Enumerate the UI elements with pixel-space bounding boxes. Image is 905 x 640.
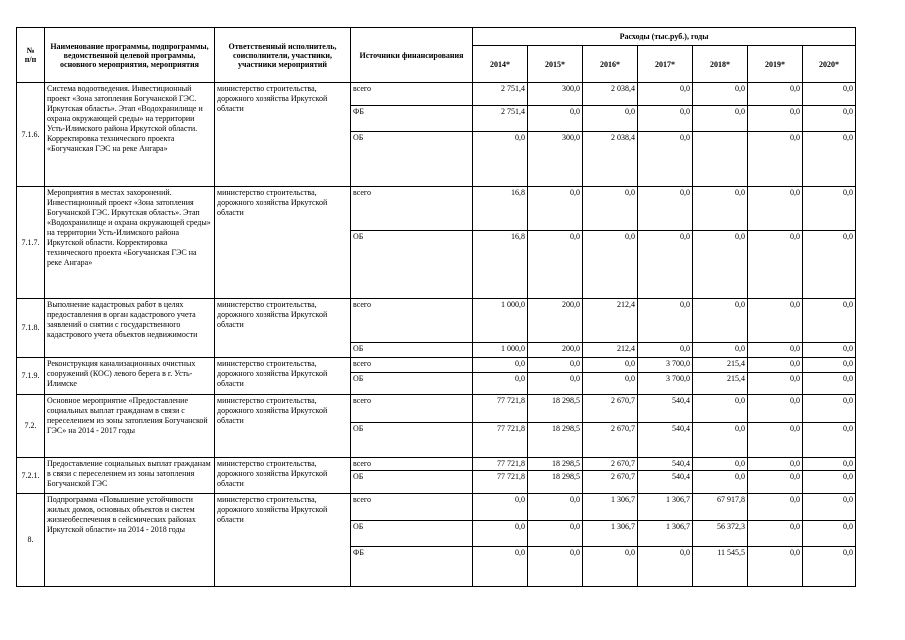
expense-value: 2 670,7 <box>583 458 638 471</box>
row-responsible: министерство строительства, дорожного хозяйства Иркутской области <box>215 187 351 299</box>
row-description: Основное мероприятие «Предоставление социальных выплат гражданам в связи с переселением из зоны затопления Богучанской ГЭС» на 2014 - 2017 годы <box>45 395 215 458</box>
expense-value: 2 751,4 <box>473 106 528 132</box>
row-description: Выполнение кадастровых работ в целях предоставления в орган кадастрового учета заявлений о снятии с государственного кадастрового учета объектов недвижимости <box>45 299 215 358</box>
expense-value: 0,0 <box>528 547 583 587</box>
row-number: 7.2. <box>17 395 45 458</box>
expense-value: 0,0 <box>638 231 693 299</box>
expense-value <box>693 132 748 187</box>
expense-value: 0,0 <box>638 547 693 587</box>
expense-value: 0,0 <box>748 231 803 299</box>
expense-value: 0,0 <box>803 106 856 132</box>
expense-value: 16,8 <box>473 231 528 299</box>
expense-value: 200,0 <box>528 299 583 343</box>
expense-value: 215,4 <box>693 358 748 373</box>
expense-value: 0,0 <box>638 187 693 231</box>
funding-source: ОБ <box>351 471 473 494</box>
expense-value: 0,0 <box>693 423 748 458</box>
expense-value: 18 298,5 <box>528 458 583 471</box>
expense-value: 77 721,8 <box>473 395 528 423</box>
expense-value: 2 670,7 <box>583 395 638 423</box>
expense-value: 1 306,7 <box>638 521 693 547</box>
row-responsible: министерство строительства, дорожного хозяйства Иркутской области <box>215 395 351 458</box>
funding-source: ФБ <box>351 106 473 132</box>
expense-value: 1 000,0 <box>473 343 528 358</box>
row-number: 7.1.6. <box>17 83 45 187</box>
expense-value: 212,4 <box>583 299 638 343</box>
expense-value: 0,0 <box>693 83 748 106</box>
table-row <box>17 299 856 343</box>
expense-value: 0,0 <box>748 458 803 471</box>
expense-value: 0,0 <box>528 187 583 231</box>
expense-value: 77 721,8 <box>473 423 528 458</box>
funding-source: всего <box>351 83 473 106</box>
expense-value: 0,0 <box>693 395 748 423</box>
expense-value: 215,4 <box>693 373 748 395</box>
expense-value: 300,0 <box>528 83 583 106</box>
row-number: 7.2.1. <box>17 458 45 494</box>
funding-source: ФБ <box>351 547 473 587</box>
header-year: 2017* <box>638 46 693 83</box>
row-number: 7.1.7. <box>17 187 45 299</box>
table-row <box>17 494 856 521</box>
table-row <box>17 458 856 471</box>
header-year: 2016* <box>583 46 638 83</box>
expense-value: 0,0 <box>583 187 638 231</box>
expense-value: 0,0 <box>583 358 638 373</box>
expense-value: 0,0 <box>473 132 528 187</box>
table-row <box>17 187 856 231</box>
expense-value: 0,0 <box>583 231 638 299</box>
funding-source: ОБ <box>351 343 473 358</box>
row-description: Система водоотведения. Инвестиционный проект «Зона затопления Богучанской ГЭС. Иркутская область». Этап «Водохранилище и охрана окружающей среды» на территории Усть-Илимского района Иркутской области. Корректировка технического проекта «Богучанская ГЭС на реке Ангара» <box>45 83 215 187</box>
row-number: 7.1.9. <box>17 358 45 395</box>
expense-value: 0,0 <box>803 494 856 521</box>
funding-source: всего <box>351 458 473 471</box>
row-responsible: министерство строительства, дорожного хозяйства Иркутской области <box>215 299 351 358</box>
funding-source: всего <box>351 494 473 521</box>
expense-value: 1 306,7 <box>638 494 693 521</box>
funding-source: ОБ <box>351 373 473 395</box>
row-number: 7.1.8. <box>17 299 45 358</box>
table-row <box>17 83 856 106</box>
expense-value: 0,0 <box>638 132 693 187</box>
expense-value: 0,0 <box>803 423 856 458</box>
header-expenses: Расходы (тыс.руб.), годы <box>473 28 856 46</box>
expense-value: 0,0 <box>748 83 803 106</box>
expense-value: 0,0 <box>748 547 803 587</box>
expense-value: 1 000,0 <box>473 299 528 343</box>
expense-value: 540,4 <box>638 458 693 471</box>
row-description: Предоставление социальных выплат гражданам в связи с переселением из зоны затопления Богучанской ГЭС <box>45 458 215 494</box>
expense-value: 2 670,7 <box>583 471 638 494</box>
expense-value: 0,0 <box>748 187 803 231</box>
funding-source: всего <box>351 358 473 373</box>
row-description: Подпрограмма «Повышение устойчивости жилых домов, основных объектов и систем жизнеобеспечения в сейсмических районах Иркутской области» на 2014 - 2018 годы <box>45 494 215 587</box>
funding-source: всего <box>351 395 473 423</box>
expense-value: 16,8 <box>473 187 528 231</box>
expense-value: 0,0 <box>803 231 856 299</box>
expense-value: 0,0 <box>693 187 748 231</box>
expense-value: 0,0 <box>748 395 803 423</box>
expense-value: 56 372,3 <box>693 521 748 547</box>
expense-value: 77 721,8 <box>473 471 528 494</box>
expense-value: 0,0 <box>528 358 583 373</box>
row-description: Мероприятия в местах захоронений. Инвестиционный проект «Зона затопления Богучанской ГЭС. Иркутская область». Этап «Водохранилище и охрана окружающей среды» на территории Усть-Илимского района Иркутской области. Корректировка технического проекта «Богучанская ГЭС на реке Ангара» <box>45 187 215 299</box>
expense-value: 212,4 <box>583 343 638 358</box>
expense-value: 0,0 <box>583 373 638 395</box>
expense-value: 0,0 <box>748 373 803 395</box>
header-year: 2015* <box>528 46 583 83</box>
expense-value: 0,0 <box>693 299 748 343</box>
expense-value: 0,0 <box>638 106 693 132</box>
expense-value: 2 038,4 <box>583 132 638 187</box>
expense-value: 11 545,5 <box>693 547 748 587</box>
expense-value: 540,4 <box>638 395 693 423</box>
expense-value: 0,0 <box>473 547 528 587</box>
expense-value: 0,0 <box>528 494 583 521</box>
expense-value: 0,0 <box>803 471 856 494</box>
expense-value: 0,0 <box>583 547 638 587</box>
expense-value: 0,0 <box>693 231 748 299</box>
expense-value: 0,0 <box>583 106 638 132</box>
expense-value: 0,0 <box>803 132 856 187</box>
expense-value: 0,0 <box>693 343 748 358</box>
expense-value: 0,0 <box>528 521 583 547</box>
row-responsible: министерство строительства, дорожного хозяйства Иркутской области <box>215 458 351 494</box>
expense-value: 0,0 <box>473 494 528 521</box>
funding-source: ОБ <box>351 423 473 458</box>
expense-value: 0,0 <box>748 494 803 521</box>
expense-value: 3 700,0 <box>638 358 693 373</box>
table-row <box>17 395 856 423</box>
row-responsible: министерство строительства, дорожного хозяйства Иркутской области <box>215 83 351 187</box>
expense-value: 0,0 <box>638 83 693 106</box>
expense-value: 77 721,8 <box>473 458 528 471</box>
expense-value: 0,0 <box>803 299 856 343</box>
expense-value: 540,4 <box>638 471 693 494</box>
expense-value: 67 917,8 <box>693 494 748 521</box>
expense-value: 2 751,4 <box>473 83 528 106</box>
expense-value: 0,0 <box>638 299 693 343</box>
expense-value: 2 038,4 <box>583 83 638 106</box>
expense-value: 0,0 <box>748 106 803 132</box>
expense-value: 0,0 <box>638 343 693 358</box>
expense-value: 18 298,5 <box>528 395 583 423</box>
expense-value: 18 298,5 <box>528 423 583 458</box>
expense-value: 0,0 <box>803 395 856 423</box>
expense-value: 0,0 <box>803 373 856 395</box>
funding-source: ОБ <box>351 132 473 187</box>
expense-value: 0,0 <box>748 521 803 547</box>
header-year: 2020* <box>803 46 856 83</box>
expense-value: 0,0 <box>748 423 803 458</box>
row-responsible: министерство строительства, дорожного хозяйства Иркутской области <box>215 358 351 395</box>
expense-value: 0,0 <box>803 521 856 547</box>
expense-value: 0,0 <box>473 521 528 547</box>
expense-value: 0,0 <box>803 187 856 231</box>
funding-source: ОБ <box>351 231 473 299</box>
expense-value: 0,0 <box>803 358 856 373</box>
expense-value: 200,0 <box>528 343 583 358</box>
expense-value: 0,0 <box>748 299 803 343</box>
expense-value: 540,4 <box>638 423 693 458</box>
expense-value: 0,0 <box>803 83 856 106</box>
expense-value: 0,0 <box>803 343 856 358</box>
expense-value: 0,0 <box>803 458 856 471</box>
expense-value: 0,0 <box>748 132 803 187</box>
header-name: Наименование программы, подпрограммы, ведомственной целевой программы, основного мероприятия, мероприятия <box>45 28 215 83</box>
expense-value: 0,0 <box>748 343 803 358</box>
header-year: 2018* <box>693 46 748 83</box>
table-row <box>17 358 856 373</box>
expense-value: 0,0 <box>528 373 583 395</box>
header-responsible: Ответственный исполнитель, соисполнители, участники, участники мероприятий <box>215 28 351 83</box>
header-source: Источники финансирования <box>351 28 473 83</box>
expense-value: 0,0 <box>473 373 528 395</box>
funding-source: всего <box>351 299 473 343</box>
funding-source: всего <box>351 187 473 231</box>
header-year: 2014* <box>473 46 528 83</box>
expense-value: 2 670,7 <box>583 423 638 458</box>
expense-value: 300,0 <box>528 132 583 187</box>
funding-source: ОБ <box>351 521 473 547</box>
expense-value: 0,0 <box>748 471 803 494</box>
expense-value: 1 306,7 <box>583 521 638 547</box>
expense-value: 1 306,7 <box>583 494 638 521</box>
expense-value: 0,0 <box>528 106 583 132</box>
expense-value: 0,0 <box>693 106 748 132</box>
expense-value: 3 700,0 <box>638 373 693 395</box>
table-body <box>17 83 856 587</box>
expense-value: 0,0 <box>473 358 528 373</box>
row-number: 8. <box>17 494 45 587</box>
expense-value: 0,0 <box>748 358 803 373</box>
expense-value: 0,0 <box>693 458 748 471</box>
header-num: № п/п <box>17 28 45 83</box>
expense-value: 18 298,5 <box>528 471 583 494</box>
expense-value: 0,0 <box>693 471 748 494</box>
expense-value: 0,0 <box>803 547 856 587</box>
budget-table <box>16 27 856 587</box>
row-responsible: министерство строительства, дорожного хозяйства Иркутской области <box>215 494 351 587</box>
row-description: Реконструкция канализационных очистных сооружений (КОС) левого берега в г. Усть-Илимске <box>45 358 215 395</box>
expense-value: 0,0 <box>528 231 583 299</box>
header-year: 2019* <box>748 46 803 83</box>
